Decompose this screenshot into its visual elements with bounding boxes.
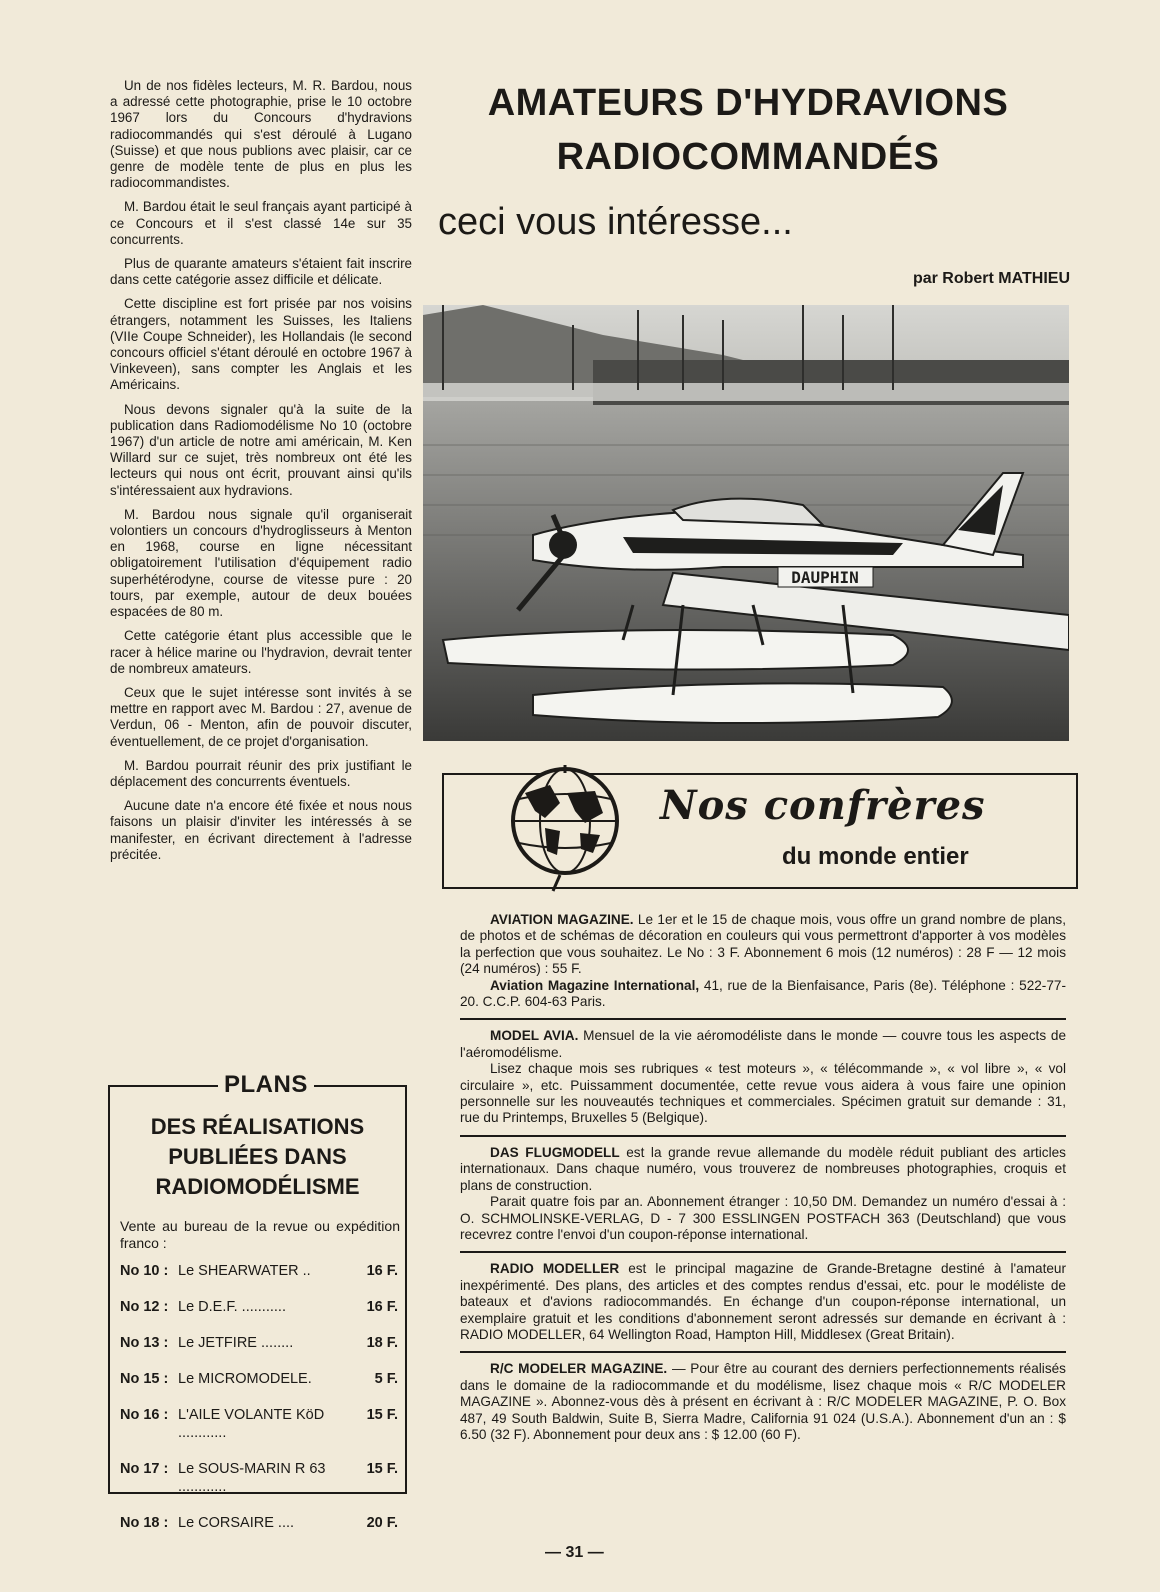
title-line-1: AMATEURS D'HYDRAVIONS [487,82,1009,124]
magazine-extra: 41, rue de la Bienfaisance, Paris (8e). Téléphone : 522-77-20. C.C.P. 604-63 Paris. [460,977,1066,1010]
paragraph: Ceux que le sujet intéresse sont invités à se mettre en rapport avec M. Bardou : 27, avenue de Verdun, 06 - Menton, afin de pouvoir discuter, éventuellement, de ce projet d'organisation. [110,684,412,749]
plan-number: No 10 : [120,1263,169,1279]
confreres-subtitle: du monde entier [782,843,969,870]
magazine-name: DAS FLUGMODELL [490,1144,620,1160]
globe-icon [505,763,625,895]
paragraph: M. Bardou pourrait réunir des prix justifiant le déplacement des concurrents éventuels. [110,757,412,789]
magazine-entry [460,912,1066,1020]
magazine-extra: Parait quatre fois par an. Abonnement étranger : 10,50 DM. Demandez un numéro d'essai à : O. SCHMOLINSKE-VERLAG, D - 7 300 ESSLINGEN POSTFACH 363 (Deutschland) que vous recevrez contre l'envoi d'un coupon-réponse international. [460,1194,1066,1242]
plan-number: No 17 : [120,1461,169,1477]
article-title [428,76,1068,184]
plans-list [120,1262,398,1550]
plan-row [120,1298,398,1316]
magazine-text: est la grande revue allemande du modèle réduit publiant des articles internationaux. Dans chaque numéro, vous trouverez de nombreuses photographies, croquis et plans de construction. [460,1144,1066,1193]
plans-heading [110,1112,405,1202]
paragraph: Cette discipline est fort prisée par nos voisins étrangers, notamment les Suisses, les Italiens (VIIe Coupe Schneider), les Hollandais (le second concours officiel s'étant déroulé en octobre 1967 à Vinkeveen), sans compter les Anglais et les Américains. [110,296,412,393]
left-column [110,78,412,871]
plans-heading-line: PUBLIÉES DANS [168,1144,347,1169]
paragraph: Un de nos fidèles lecteurs, M. R. Bardou, nous a adressé cette photographie, prise le 10 octobre 1967 lors du Concours d'hydravions radiocommandés qui s'est déroulé à Lugano (Suisse) et que nous publions avec plaisir, car ce genre de modèle tente de plus en plus les radiocommandistes. [110,78,412,191]
plan-row [120,1514,398,1532]
plans-heading-line: DES RÉALISATIONS [150,1114,365,1139]
paragraph: Nous devons signaler qu'à la suite de la publication dans Radiomodélisme No 10 (octobre 1967) d'un article de notre ami américain, M. Ken Willard sur ce sujet, très nombreux ont été les lecteurs qui nous ont écrit, prouvant ainsi qu'ils s'intéressaient aux hydravions. [110,401,412,498]
plans-heading-line: RADIOMODÉLISME [155,1174,360,1199]
magazine-name: AVIATION MAGAZINE. [490,912,634,927]
seaplane-photo [423,305,1069,741]
paragraph: Aucune date n'a encore été fixée et nous nous faisons un plaisir d'inviter les intéressés à se manifester, en écrivant directement à l'adresse précitée. [110,798,412,862]
plan-price: 15 F. [366,1407,398,1423]
article-subtitle: ceci vous intéresse... [438,201,793,243]
magazine-name: MODEL AVIA. [490,1028,579,1044]
confreres-title: Nos confrères [660,782,986,829]
magazine-entry [460,1028,1066,1136]
plan-price: 18 F. [366,1335,398,1351]
plan-price: 15 F. [366,1461,398,1477]
plan-number: No 12 : [120,1299,169,1315]
magazine-name: R/C MODELER MAGAZINE. [490,1361,668,1377]
plan-name: Le CORSAIRE .... [178,1515,295,1531]
plan-row [120,1460,398,1496]
plan-name: Le JETFIRE ........ [178,1335,294,1351]
title-line-2: RADIOCOMMANDÉS [556,136,940,178]
plan-row [120,1262,398,1280]
byline: par Robert MATHIEU [912,270,1070,287]
plan-number: No 13 : [120,1335,169,1351]
plans-intro: Vente au bureau de la revue ou expédition franco : [120,1218,400,1251]
plan-number: No 16 : [120,1407,169,1423]
plan-name: Le SOUS-MARIN R 63 ............ [178,1461,326,1495]
page-number: — 31 — [545,1544,604,1561]
plan-name: Le MICROMODELE. [178,1371,312,1387]
plan-price: 20 F. [366,1515,398,1531]
plan-row [120,1334,398,1352]
plan-price: 16 F. [366,1263,398,1279]
plan-name: L'AILE VOLANTE KöD ............ [178,1407,325,1441]
plan-price: 5 F. [374,1371,398,1387]
plan-price: 16 F. [366,1299,398,1315]
plan-name: Le D.E.F. ........... [178,1299,286,1315]
plans-tag: PLANS [218,1071,314,1099]
plan-number: No 15 : [120,1371,169,1387]
magazine-text: Le 1er et le 15 de chaque mois, vous offre un grand nombre de plans, de photos et de schémas de décoration en couleurs qui vous permettront d'apporter à vos modèles la perfection que vous souhaitez. Le No : 3 F. Abonnement 6 mois (12 numéros) : 28 F — 12 mois (24 numéros) : 55 F. [460,912,1066,977]
paragraph: M. Bardou était le seul français ayant participé à ce Concours et il s'est classé 14e sur 35 concurrents. [110,199,412,247]
plan-row [120,1370,398,1388]
magazine-text: Mensuel de la vie aéromodéliste dans le monde — couvre tous les aspects de l'aéromodélisme. [460,1028,1067,1060]
plan-row [120,1406,398,1442]
plane-name-label: DAUPHIN [791,568,859,587]
magazine-list [460,912,1066,1459]
magazine-entry [460,1361,1066,1451]
magazine-name: RADIO MODELLER [490,1261,620,1277]
paragraph: Cette catégorie étant plus accessible que le racer à hélice marine ou l'hydravion, devrait tenter de nombreux amateurs. [110,628,412,676]
magazine-entry [460,1261,1066,1353]
paragraph: M. Bardou nous signale qu'il organiserait volontiers un concours d'hydroglisseurs à Menton en 1968, course en ligne nécessitant obligatoirement l'utilisation d'équipement radio superhétérodyne, course de vitesse pure : 20 tours, par exemple, autour de deux bouées espacées de 80 m. [110,506,412,620]
magazine-text: — Pour être au courant des derniers perfectionnements réalisés dans le domaine de la radiocommande et du modélisme, lisez chaque mois « R/C MODELER MAGAZINE ». Abonnez-vous dès à présent en écrivant à : R/C MODELER MAGAZINE, P. O. Box 487, 49 South Baldwin, Suite B, Sierra Madre, California 91 024 (U.S.A.). Abonnement d'un an : $ 6.50 (32 F). Abonnement pour deux ans : $ 12.00 (60 F). [460,1361,1066,1442]
magazine-entry [460,1145,1066,1253]
magazine-text: est le principal magazine de Grande-Bretagne destiné à l'amateur inexpérimenté. Des plans, des articles et des comptes rendus d'essai, etc. pour le modéliste de bateaux et d'avions radiocommandés. En échange d'un coupon-réponse international, un exemplaire gratuit et les conditions d'abonnement seront adressés sur demande en écrivant à : RADIO MODELLER, 64 Wellington Road, Hampton Hill, Middlesex (Great Britain). [460,1261,1066,1342]
magazine-extra-bold: Aviation Magazine International, [490,977,700,993]
plan-number: No 18 : [120,1515,169,1531]
plan-name: Le SHEARWATER .. [178,1263,311,1279]
magazine-extra: Lisez chaque mois ses rubriques « test moteurs », « télécommande », « vol libre », « vol circulaire », etc. Puissamment documentée, cette revue vous aidera à vous faire une opinion personnelle sur les nouveautés techniques et commerciales. Spécimen gratuit sur demande : 31, rue du Printemps, Bruxelles 5 (Belgique). [460,1061,1066,1126]
paragraph: Plus de quarante amateurs s'étaient fait inscrire dans cette catégorie assez difficile et délicate. [110,256,412,288]
